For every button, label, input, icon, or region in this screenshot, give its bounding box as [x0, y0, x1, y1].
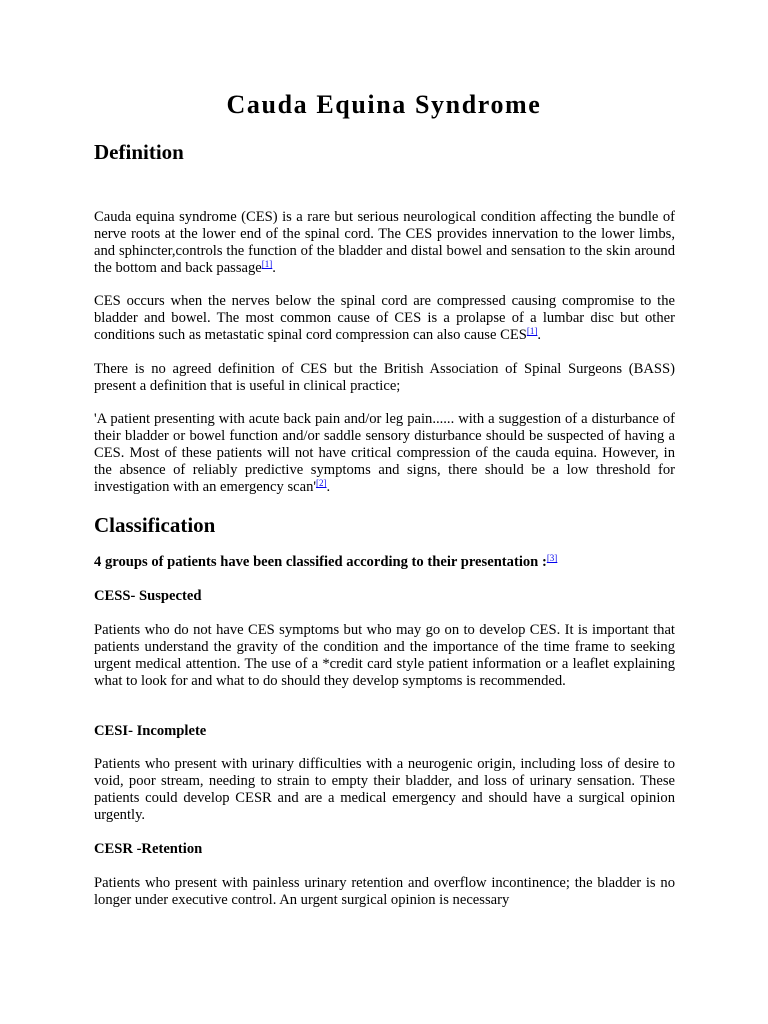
group-text-suspected: Patients who do not have CES symptoms but who may go on to develop CES. It is important that patients understand the gravity of the condition and the importance of the time frame to seeking urgent medical attention. The use of a *credit card style patient information or a leaflet explaining what to look for and what to do should they develop symptoms is recommended.: [94, 622, 675, 689]
group-name-retention: CESR -Retention: [94, 841, 203, 857]
paragraph-end: .: [326, 479, 331, 495]
reference-link[interactable]: [1]: [526, 326, 538, 336]
definition-paragraph-2: [94, 293, 675, 344]
paragraph-text: 'A patient presenting with acute back pain and/or leg pain...... with a suggestion of a disturbance of their bladder or bowel function and/or saddle sensory disturbance should be suspected of having a CES. Most of these patients will not have critical compression of the cauda equina. However, in the absence of reliably predictive symptoms and signs, there should be a low threshold for investigation with an emergency scan': [94, 411, 675, 495]
group-text-incomplete: Patients who present with urinary difficulties with a neurogenic origin, including loss of desire to void, poor stream, needing to strain to empty their bladder, and loss of urinary sensation. These patients could develop CESR and are a medical emergency and should have a surgical opinion urgently.: [94, 756, 675, 823]
paragraph-text: CES occurs when the nerves below the spinal cord are compressed causing compromise to the bladder and bowel. The most common cause of CES is a prolapse of a lumbar disc but other conditions such as metastatic spinal cord compression can also cause CES: [94, 293, 675, 343]
group-text-retention: Patients who present with painless urinary retention and overflow incontinence; the bladder is no longer under executive control. An urgent surgical opinion is necessary: [94, 875, 675, 908]
paragraph-text: Cauda equina syndrome (CES) is a rare but serious neurological condition affecting the bundle of nerve roots at the lower end of the spinal cord. The CES provides innervation to the lower limbs, and sphincter,controls the function of the bladder and distal bowel and sensation to the skin around the bottom and back passage: [94, 209, 675, 276]
classification-heading: Classification: [94, 513, 216, 537]
reference-link[interactable]: [3]: [546, 553, 558, 563]
group-name-suspected: CESS- Suspected: [94, 588, 202, 604]
definition-paragraph-1: [94, 209, 675, 277]
definition-paragraph-3: There is no agreed definition of CES but the British Association of Spinal Surgeons (BASS) present a definition that is useful in clinical practice;: [94, 361, 675, 394]
paragraph-end: .: [272, 260, 276, 276]
definition-paragraph-4: [94, 411, 675, 496]
reference-link[interactable]: [2]: [316, 478, 327, 488]
paragraph-end: .: [537, 327, 542, 343]
intro-text: 4 groups of patients have been classified according to their presentation :: [94, 554, 547, 570]
group-name-incomplete: CESI- Incomplete: [94, 723, 207, 739]
definition-heading: Definition: [94, 140, 184, 164]
reference-link[interactable]: [1]: [261, 259, 273, 269]
classification-intro: [94, 554, 557, 571]
page-title: Cauda Equina Syndrome: [226, 90, 542, 119]
